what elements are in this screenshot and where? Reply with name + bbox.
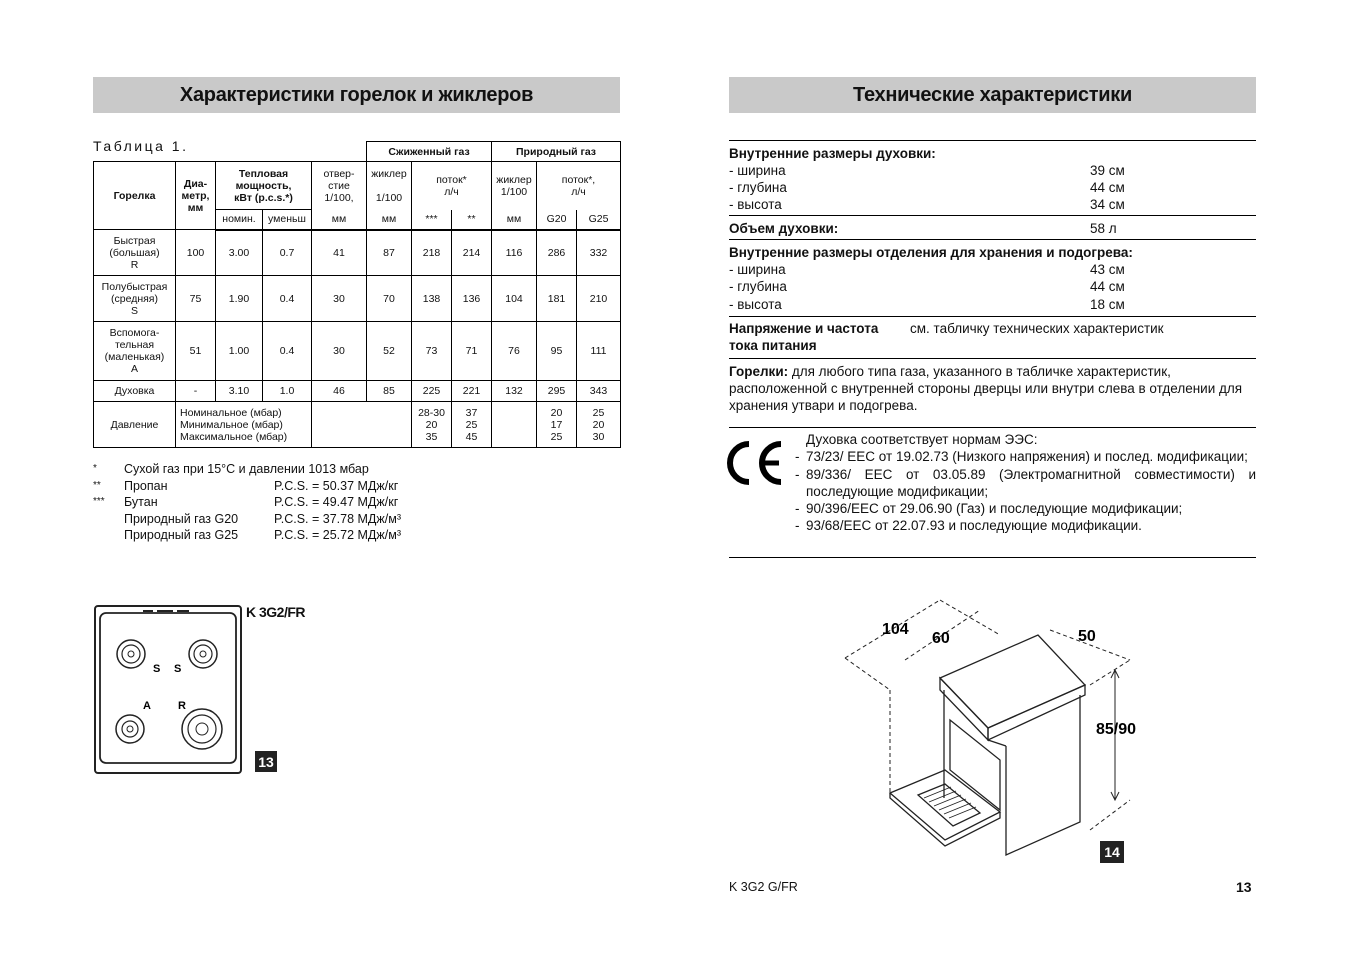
row-burner-name: Вспомога- тельная (маленькая) A [94, 322, 176, 381]
cooktop-model: K 3G2/FR [246, 604, 306, 620]
group-lpg: Сжиженный газ [367, 142, 492, 162]
cell: 85 [367, 381, 412, 402]
right-page-title: Технические характеристики [729, 77, 1256, 113]
oven-dims-title: Внутренние размеры духовки: [729, 146, 936, 161]
header-burner: Горелка [94, 162, 176, 230]
cell: 116 [492, 230, 537, 276]
table-row [94, 322, 621, 381]
cell: 132 [492, 381, 537, 402]
header-jet: жиклер 1/100 [367, 162, 412, 210]
sub-butane: *** [412, 210, 452, 230]
burner-r [182, 709, 222, 749]
cell: 295 [537, 381, 577, 402]
pressure-g25: 25 20 30 [577, 402, 621, 448]
oven-volume-label: Объем духовки: [729, 221, 839, 236]
storage-depth-value: 44 см [1090, 279, 1125, 294]
footer-model: K 3G2 G/FR [729, 880, 798, 894]
footnote: ** Пропан P.C.S. = 50.37 МДж/кг [93, 478, 399, 493]
cell: 343 [577, 381, 621, 402]
cell: 214 [452, 230, 492, 276]
cell: 52 [367, 322, 412, 381]
cell: 95 [537, 322, 577, 381]
ce-item: - 89/336/ EEC от 03.05.89 (Электромагнитной совместимости) и последующие модификации; [795, 466, 1256, 499]
pressure-name: Давление [94, 402, 176, 448]
ce-item: - 93/68/EEC от 22.07.93 и последующие модификации. [795, 518, 1142, 534]
cell: 181 [537, 276, 577, 322]
oven-depth-label: - глубина [729, 180, 787, 195]
cell: 75 [176, 276, 216, 322]
divider [729, 557, 1256, 558]
burner-table [93, 141, 621, 448]
storage-dims-title: Внутренние размеры отделения для хранения и подогрева: [729, 245, 1133, 260]
cell: 138 [412, 276, 452, 322]
cell: 100 [176, 230, 216, 276]
pressure-labels: Номинальное (мбар) Минимальное (мбар) Максимальное (мбар) [176, 402, 312, 448]
dim-depth-open: 104 [882, 621, 909, 638]
storage-height-value: 18 см [1090, 297, 1125, 312]
oven-width-value: 39 см [1090, 163, 1125, 178]
group-natural: Природный газ [492, 142, 621, 162]
cell: 1.90 [216, 276, 263, 322]
burner-s-right [189, 640, 217, 668]
divider [729, 140, 1256, 141]
power-value: см. табличку технических характеристик [910, 321, 1164, 336]
header-flow-natural: поток*, л/ч [537, 162, 621, 210]
sub-mm-jet-natural: мм [492, 210, 537, 230]
cell: 30 [312, 276, 367, 322]
row-burner-name: Духовка [94, 381, 176, 402]
dim-depth: 60 [932, 630, 950, 647]
divider [729, 239, 1256, 240]
cell: 104 [492, 276, 537, 322]
ce-mark-icon [727, 438, 789, 488]
row-burner-name: Полубыстрая (средняя) S [94, 276, 176, 322]
sub-g20: G20 [537, 210, 577, 230]
label-s-right: S [174, 663, 182, 675]
header-jet-natural: жиклер 1/100 [492, 162, 537, 210]
oven-volume-value: 58 л [1090, 221, 1117, 236]
sub-propane: ** [452, 210, 492, 230]
ce-item: - 90/396/EEC от 29.06.90 (Газ) и последующие модификации; [795, 501, 1183, 517]
burners-paragraph: Горелки: для любого типа газа, указанного в табличке характеристик, расположенной с внутренней стороны дверцы или внутри слева в отделении для хранения утвари и подогрева. [729, 364, 1243, 413]
cell: 87 [367, 230, 412, 276]
divider [729, 316, 1256, 317]
cell: 3.00 [216, 230, 263, 276]
cell: 71 [452, 322, 492, 381]
power-label: Напряжение и частота тока питания [729, 321, 879, 353]
cell: 30 [312, 322, 367, 381]
storage-height-label: - высота [729, 297, 782, 312]
cell: 41 [312, 230, 367, 276]
sub-g25: G25 [577, 210, 621, 230]
oven-width-label: - ширина [729, 163, 786, 178]
pressure-propane: 37 25 45 [452, 402, 492, 448]
oven-dimension-diagram [840, 590, 1150, 870]
cell: 0.4 [263, 322, 312, 381]
label-r: R [178, 700, 186, 712]
footnote: Природный газ G25 P.C.S. = 25.72 МДж/м³ [124, 528, 401, 542]
pressure-row [94, 402, 621, 448]
label-s-left: S [153, 663, 161, 675]
figure-number-badge: 14 [1100, 841, 1124, 863]
divider [729, 358, 1256, 359]
pressure-butane: 28-30 20 35 [412, 402, 452, 448]
row-burner-name: Быстрая (большая) R [94, 230, 176, 276]
cooktop-diagram [93, 603, 343, 783]
cell: 210 [577, 276, 621, 322]
table-row [94, 276, 621, 322]
sub-nominal: номин. [216, 210, 263, 230]
footnote: Природный газ G20 P.C.S. = 37.78 МДж/м³ [124, 511, 401, 526]
storage-width-value: 43 см [1090, 262, 1125, 277]
burner-a [116, 715, 144, 743]
cell: 332 [577, 230, 621, 276]
cell: 73 [412, 322, 452, 381]
footnote: * Сухой газ при 15°С и давлении 1013 мбар [93, 462, 369, 476]
footnote: *** Бутан P.C.S. = 49.47 МДж/кг [93, 495, 399, 509]
storage-width-label: - ширина [729, 262, 786, 277]
cell: 3.10 [216, 381, 263, 402]
oven-height-value: 34 см [1090, 197, 1125, 212]
cell: 0.4 [263, 276, 312, 322]
header-flow-lpg: поток* л/ч [412, 162, 492, 210]
cell: 225 [412, 381, 452, 402]
header-orifice: отвер- стие 1/100, [312, 162, 367, 210]
pressure-g20: 20 17 25 [537, 402, 577, 448]
cell: 1.0 [263, 381, 312, 402]
cell: 111 [577, 322, 621, 381]
cell: 221 [452, 381, 492, 402]
oven-depth-value: 44 см [1090, 180, 1125, 195]
footnotes [93, 461, 401, 544]
divider [729, 427, 1256, 428]
cell: 46 [312, 381, 367, 402]
ce-compliance [795, 431, 1256, 535]
table-row [94, 381, 621, 402]
table-caption: Таблица 1. [93, 138, 189, 154]
sub-mm-jet: мм [367, 210, 412, 230]
dim-height: 85/90 [1096, 721, 1137, 738]
table-row [94, 230, 621, 276]
figure-number-badge: 13 [255, 751, 277, 772]
pressure-empty [312, 402, 412, 448]
page-number: 13 [1236, 879, 1252, 895]
cell: 1.00 [216, 322, 263, 381]
cell: - [176, 381, 216, 402]
header-diameter: Диа- метр, мм [176, 162, 216, 230]
burner-s-left [117, 640, 145, 668]
cell: 0.7 [263, 230, 312, 276]
label-a: A [143, 700, 151, 712]
cell: 76 [492, 322, 537, 381]
ce-item: - 73/23/ EEC от 19.02.73 (Низкого напряжения) и послед. модификации; [795, 449, 1248, 465]
header-power: Тепловая мощность, кВт (p.c.s.*) [216, 162, 312, 210]
cell: 70 [367, 276, 412, 322]
oven-height-label: - высота [729, 197, 782, 212]
cell: 136 [452, 276, 492, 322]
cell: 286 [537, 230, 577, 276]
sub-reduced: уменьш [263, 210, 312, 230]
left-page-title: Характеристики горелок и жиклеров [93, 77, 620, 113]
pressure-empty [492, 402, 537, 448]
ce-intro: Духовка соответствует нормам ЭЭС: [806, 432, 1038, 447]
cell: 51 [176, 322, 216, 381]
sub-mm-orifice: мм [312, 210, 367, 230]
dim-width: 50 [1078, 628, 1096, 645]
storage-depth-label: - глубина [729, 279, 787, 294]
divider [729, 215, 1256, 216]
cell: 218 [412, 230, 452, 276]
